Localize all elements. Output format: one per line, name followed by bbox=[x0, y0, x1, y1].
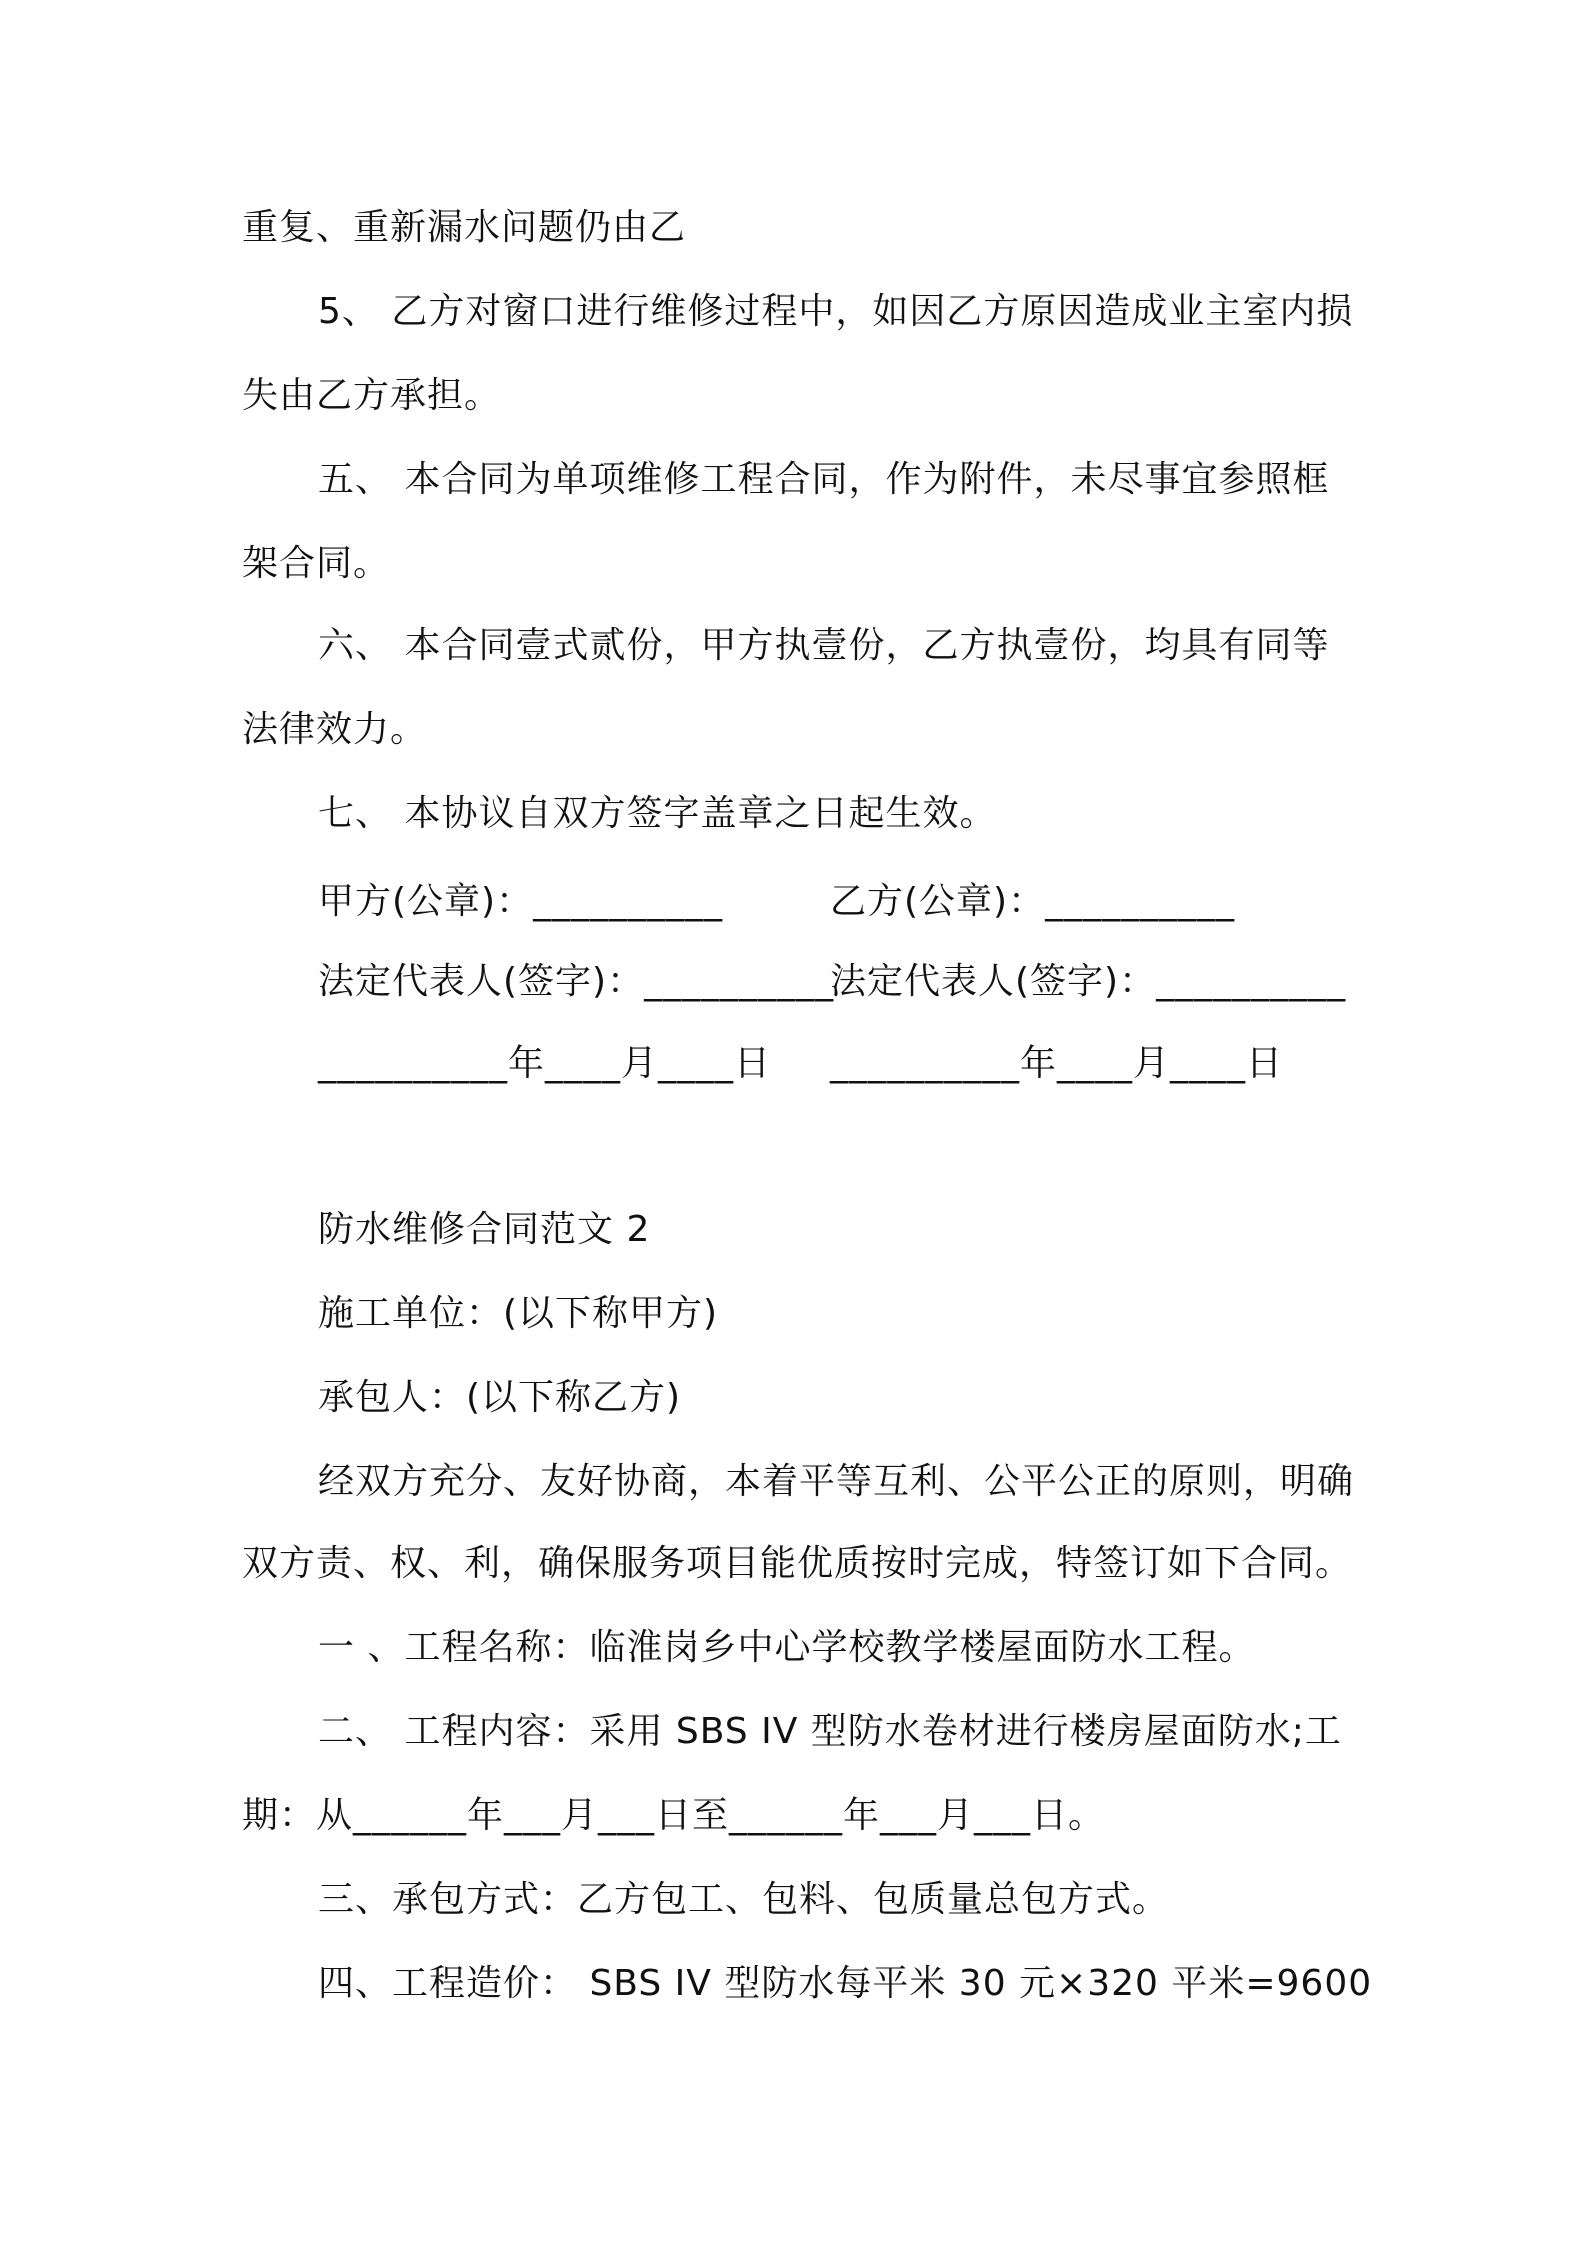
section-5-line-1: 五、 本合同为单项维修工程合同，作为附件，未尽事宜参照框 bbox=[318, 459, 1330, 500]
party-a-date-field: __________年____月____日 bbox=[318, 1043, 771, 1084]
paragraph-continued: 重复、重新漏水问题仍由乙 bbox=[242, 207, 687, 248]
contract-method-line: 三、承包方式：乙方包工、包料、包质量总包方式。 bbox=[318, 1879, 1170, 1920]
party-b-date-field: __________年____月____日 bbox=[830, 1043, 1283, 1084]
intro-line-1: 经双方充分、友好协商，本着平等互利、公平公正的原则，明确 bbox=[318, 1461, 1355, 1502]
intro-line-2: 双方责、权、利，确保服务项目能优质按时完成，特签订如下合同。 bbox=[242, 1543, 1353, 1584]
subcontractor-line: 承包人：(以下称乙方) bbox=[318, 1377, 682, 1418]
section-6-line-1: 六、 本合同壹式贰份，甲方执壹份，乙方执壹份，均具有同等 bbox=[318, 625, 1330, 666]
party-b-seal-field: 乙方(公章)：__________ bbox=[830, 881, 1236, 922]
project-name-line: 一 、工程名称：临淮岗乡中心学校教学楼屋面防水工程。 bbox=[318, 1627, 1256, 1668]
contractor-line: 施工单位：(以下称甲方) bbox=[318, 1293, 719, 1334]
party-a-rep-field: 法定代表人(签字)：__________ bbox=[318, 961, 835, 1002]
party-b-rep-field: 法定代表人(签字)：__________ bbox=[830, 961, 1347, 1002]
section-7: 七、 本协议自双方签字盖章之日起生效。 bbox=[318, 793, 997, 834]
item-5-line-1: 5、 乙方对窗口进行维修过程中，如因乙方原因造成业主室内损 bbox=[318, 291, 1354, 332]
project-content-line-1: 二、 工程内容：采用 SBS IV 型防水卷材进行楼房屋面防水;工 bbox=[318, 1711, 1342, 1752]
section-6-line-2: 法律效力。 bbox=[242, 709, 428, 750]
party-a-seal-field: 甲方(公章)：__________ bbox=[318, 881, 724, 922]
section-5-line-2: 架合同。 bbox=[242, 543, 391, 584]
project-cost-line: 四、工程造价： SBS IV 型防水每平米 30 元×320 平米=9600 bbox=[318, 1963, 1373, 2004]
project-content-line-2: 期：从______年___月___日至______年___月___日。 bbox=[242, 1795, 1106, 1836]
item-5-line-2: 失由乙方承担。 bbox=[242, 375, 502, 416]
section-title: 防水维修合同范文 2 bbox=[318, 1209, 651, 1250]
